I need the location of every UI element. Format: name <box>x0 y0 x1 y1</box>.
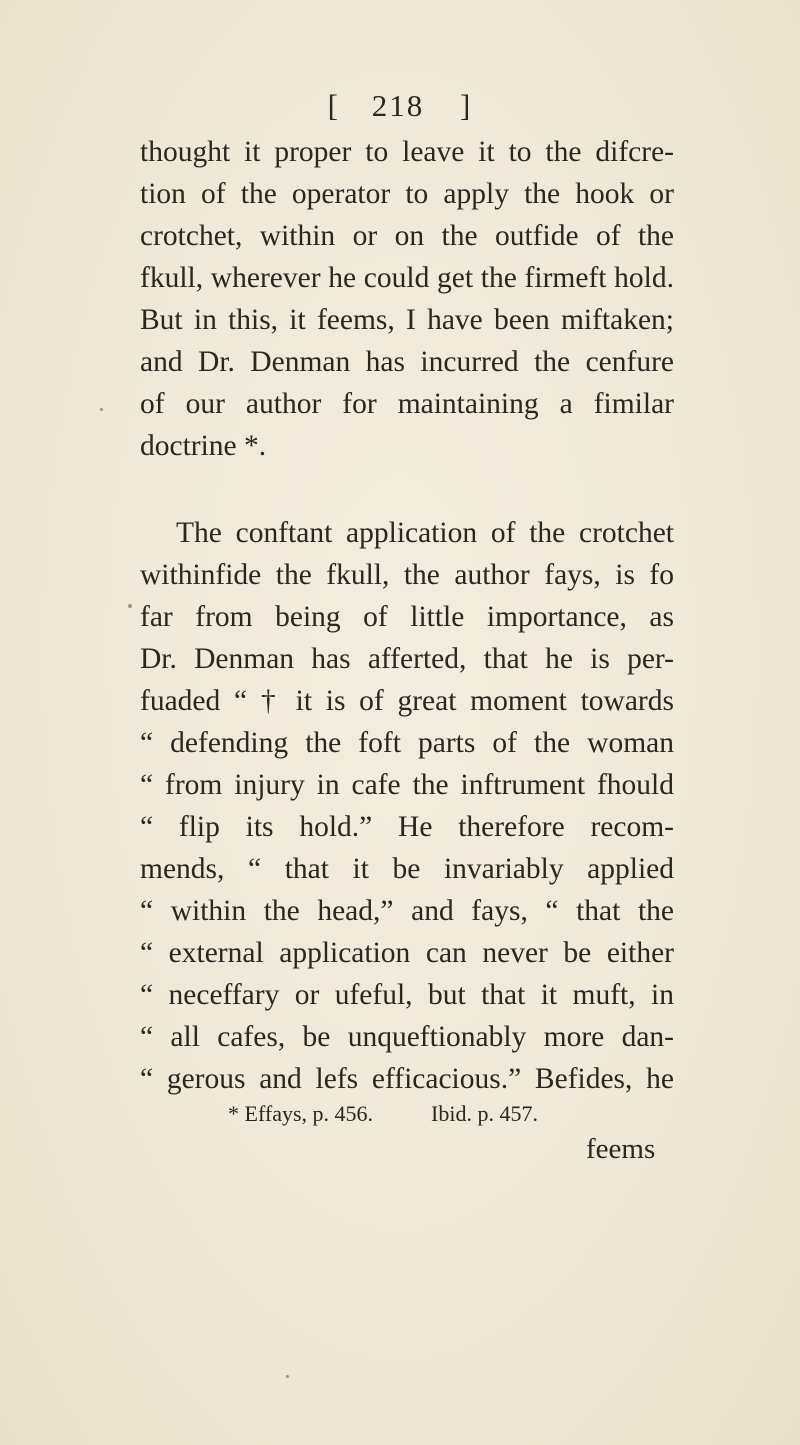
text-line: crotchet, within or on the outfide of the <box>140 220 674 252</box>
text-line: tion of the operator to apply the hook or <box>140 178 674 210</box>
text-line: mends, “ that it be invariably applied <box>140 853 674 885</box>
text-line: “ defending the foft parts of the woman <box>140 727 674 759</box>
footnote-ibid: Ibid. p. 457. <box>431 1101 538 1126</box>
text-line: “ gerous and lefs efficacious.” Befides, he <box>140 1063 674 1095</box>
paragraph-2 <box>140 512 674 1100</box>
text-line: fuaded “ † it is of great moment towards <box>140 685 674 717</box>
text-line: “ neceffary or ufeful, but that it muft, in <box>140 979 674 1011</box>
catchword: feems <box>586 1133 656 1165</box>
text-line: “ within the head,” and fays, “ that the <box>140 895 674 927</box>
page-header <box>0 88 800 124</box>
text-line: far from being of little importance, as <box>140 601 674 633</box>
text-line: Dr. Denman has afferted, that he is per- <box>140 643 674 675</box>
close-bracket: ] <box>460 88 473 123</box>
text-line: thought it proper to leave it to the difcre- <box>140 136 674 168</box>
text-line: of our author for maintaining a fimilar <box>140 388 674 420</box>
footnote-essays: * Effays, p. 456. <box>228 1101 374 1126</box>
paper-speck <box>128 604 132 608</box>
paragraph-1 <box>140 131 674 467</box>
paper-speck <box>100 408 103 411</box>
text-line: “ external application can never be either <box>140 937 674 969</box>
text-line: “ from injury in cafe the inftrument fhould <box>140 769 674 801</box>
text-line: and Dr. Denman has incurred the cenfure <box>140 346 674 378</box>
text-line: “ flip its hold.” He therefore recom- <box>140 811 674 843</box>
open-bracket: [ <box>327 88 340 123</box>
footnote <box>228 1101 538 1127</box>
text-line: But in this, it feems, I have been miftaken; <box>140 304 674 336</box>
paper-speck <box>286 1375 289 1378</box>
text-line: fkull, wherever he could get the firmeft hold. <box>140 262 674 294</box>
text-line: withinfide the fkull, the author fays, is fo <box>140 559 674 591</box>
text-line: The conftant application of the crotchet <box>176 517 674 549</box>
text-line: “ all cafes, be unqueftionably more dan- <box>140 1021 674 1053</box>
page-number: 218 <box>371 88 425 123</box>
text-line: doctrine *. <box>140 430 267 462</box>
